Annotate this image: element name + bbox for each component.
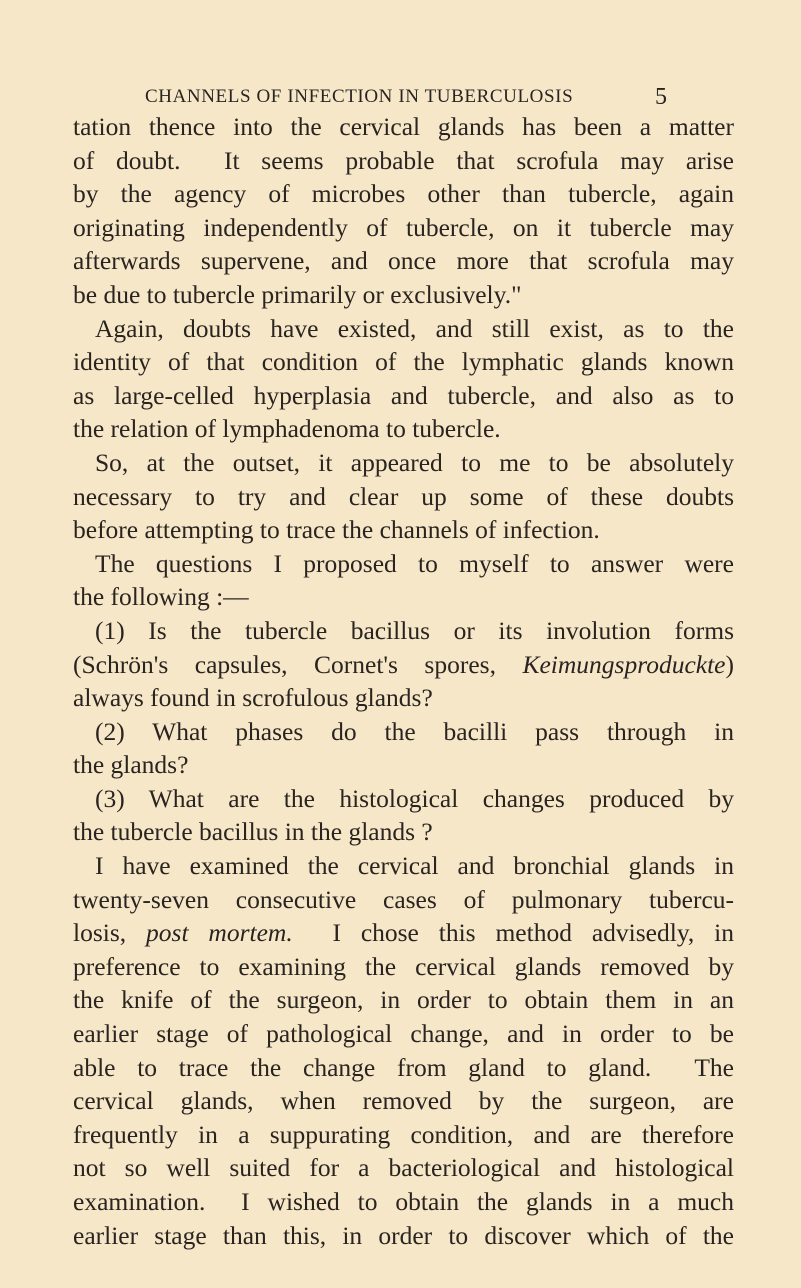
text-line: [73, 1017, 734, 1051]
text-line: [73, 1151, 734, 1185]
text-segment: as large-celled hyperplasia and tubercle, and also as to: [73, 380, 734, 410]
text-line: [73, 916, 734, 950]
text-segment: (1) Is the tubercle bacillus or its involution forms: [95, 615, 734, 645]
text-line: [73, 648, 734, 682]
text-line: [73, 513, 734, 547]
text-segment: identity of that condition of the lymphatic glands known: [73, 347, 734, 377]
text-segment: not so well suited for a bacteriological and histological: [73, 1153, 734, 1183]
text-segment: cervical glands, when removed by the surgeon, are: [73, 1086, 734, 1116]
text-segment: the tubercle bacillus in the glands ?: [73, 817, 433, 847]
text-segment: losis,: [73, 918, 147, 948]
text-segment: afterwards supervene, and once more that scrofula may: [73, 246, 734, 276]
text-line: [73, 1185, 734, 1219]
text-line: [73, 177, 734, 211]
text-line: [73, 1118, 734, 1152]
text-line: [73, 815, 734, 849]
text-line: [73, 144, 734, 178]
text-line: [73, 715, 734, 749]
text-line: [73, 211, 734, 245]
text-line: [73, 950, 734, 984]
text-line: [73, 446, 734, 480]
text-line: [73, 345, 734, 379]
text-segment: earlier stage than this, in order to discover which of the: [73, 1220, 734, 1250]
text-segment: frequently in a suppurating condition, and are therefore: [73, 1119, 734, 1149]
italic-text: Keimungsproduckte: [522, 649, 726, 679]
text-segment: necessary to try and clear up some of these doubts: [73, 481, 734, 511]
text-line: [73, 883, 734, 917]
text-segment: twenty-seven consecutive cases of pulmonary tubercu-: [73, 884, 734, 914]
page-number: 5: [655, 84, 667, 110]
text-line: [73, 1219, 734, 1253]
text-line: [73, 412, 734, 446]
text-line: [73, 379, 734, 413]
text-segment: (Schrön's capsules, Cornet's spores,: [73, 649, 523, 679]
text-segment: I chose this method advisedly, in: [292, 918, 734, 948]
text-line: [73, 681, 734, 715]
text-segment: tation thence into the cervical glands has been a matter: [73, 112, 734, 141]
text-segment: preference to examining the cervical glands removed by: [73, 951, 734, 981]
text-line: [73, 110, 734, 144]
running-header: CHANNELS OF INFECTION IN TUBERCULOSIS: [145, 86, 574, 107]
text-segment: able to trace the change from gland to gland. The: [73, 1052, 734, 1082]
text-segment: earlier stage of pathological change, and in order to be: [73, 1019, 734, 1049]
text-segment: ): [725, 649, 734, 679]
text-line: [73, 614, 734, 648]
text-segment: of doubt. It seems probable that scrofula may arise: [73, 145, 734, 175]
text-segment: Again, doubts have existed, and still exist, as to the: [95, 313, 734, 343]
text-line: [73, 480, 734, 514]
text-segment: the glands?: [73, 750, 189, 780]
text-line: [73, 849, 734, 883]
text-segment: (2) What phases do the bacilli pass through in: [95, 716, 734, 746]
text-line: [73, 580, 734, 614]
text-segment: the following :—: [73, 582, 249, 612]
text-segment: originating independently of tubercle, on it tubercle may: [73, 212, 734, 242]
text-segment: examination. I wished to obtain the glands in a much: [73, 1187, 734, 1216]
body-text: [73, 110, 734, 1252]
text-line: [73, 312, 734, 346]
text-line: [73, 547, 734, 581]
text-segment: always found in scrofulous glands?: [73, 683, 433, 713]
text-segment: be due to tubercle primarily or exclusively.": [73, 279, 522, 309]
text-line: [73, 983, 734, 1017]
text-segment: So, at the outset, it appeared to me to be absolutely: [95, 447, 734, 477]
text-segment: the knife of the surgeon, in order to obtain them in an: [73, 985, 734, 1015]
text-segment: I have examined the cervical and bronchial glands in: [95, 851, 734, 881]
text-line: [73, 1084, 734, 1118]
italic-text: post mortem.: [146, 918, 293, 948]
text-line: [73, 244, 734, 278]
text-segment: by the agency of microbes other than tubercle, again: [73, 179, 734, 209]
text-line: [73, 748, 734, 782]
text-segment: the relation of lymphadenoma to tubercle.: [73, 414, 501, 444]
text-segment: before attempting to trace the channels of infection.: [73, 515, 600, 545]
text-line: [73, 278, 734, 312]
text-segment: (3) What are the histological changes produced by: [95, 783, 734, 813]
text-line: [73, 782, 734, 816]
text-line: [73, 1051, 734, 1085]
text-segment: The questions I proposed to myself to answer were: [95, 548, 734, 578]
